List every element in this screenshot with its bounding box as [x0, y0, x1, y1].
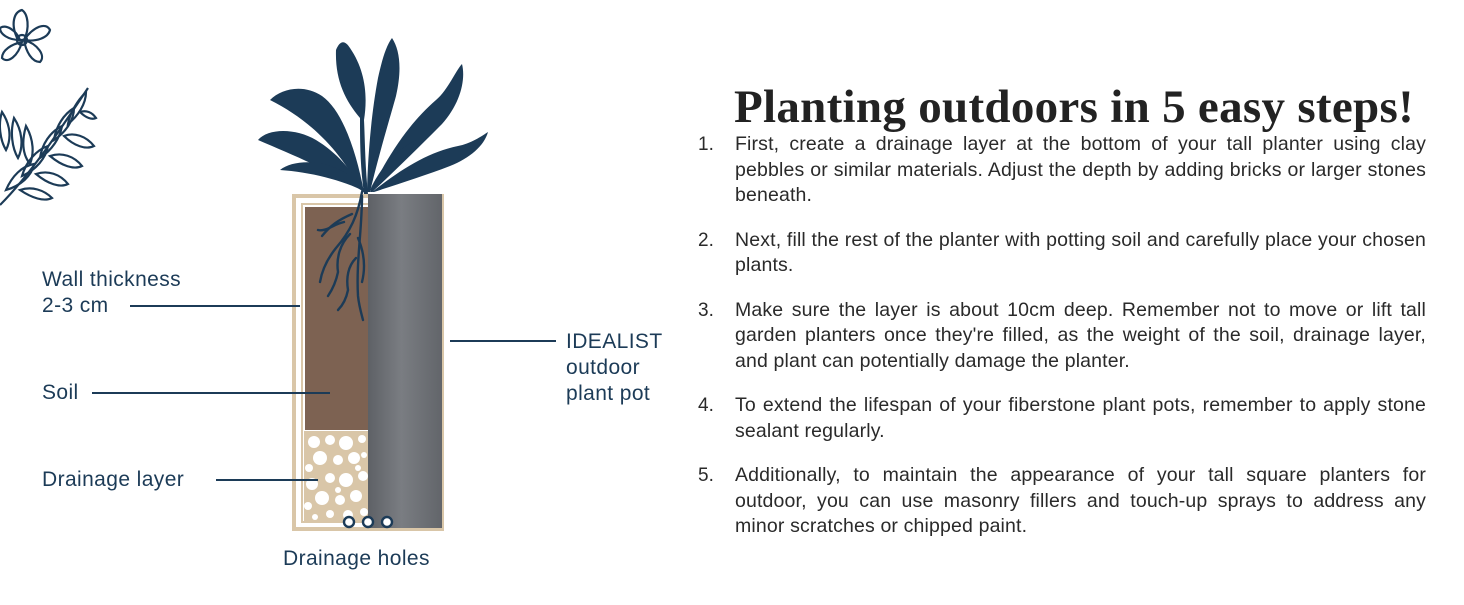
step-number: 5. [698, 465, 714, 486]
step-text: Make sure the layer is about 10cm deep. Remember not to move or lift tall garden planters once they're filled, as the weight of the soil, drainage layer, and plant can potentially damage the planter. [735, 298, 1426, 372]
pot-label-line3: plant pot [566, 382, 651, 405]
step-item-4 [698, 393, 1426, 444]
pot-label-line2: outdoor [566, 356, 641, 379]
wall-thickness-label-line1: Wall thickness [42, 268, 182, 291]
drainage-holes-icon [344, 517, 392, 527]
step-item-5 [698, 463, 1426, 540]
step-item-2 [698, 228, 1426, 279]
flower-icon [0, 10, 50, 62]
step-text: To extend the lifespan of your fiberstone plant pots, remember to apply stone sealant regularly. [735, 394, 1426, 442]
step-text: Next, fill the rest of the planter with potting soil and carefully place your chosen plants. [735, 228, 1426, 276]
step-number: 1. [698, 134, 714, 155]
wall-thickness-label-line2: 2-3 cm [42, 294, 109, 317]
step-number: 3. [698, 299, 714, 321]
step-number: 4. [698, 395, 714, 416]
step-number: 2. [698, 229, 714, 251]
step-text: Additionally, to maintain the appearance of your tall square planters for outdoor, you can use masonry fillers and touch-up sprays to address any minor scratches or chipped paint. [735, 464, 1426, 537]
plant-pot [368, 194, 442, 528]
wall-thickness-label [42, 267, 181, 319]
leaf-branch-icon [0, 88, 96, 205]
step-item-3 [698, 298, 1426, 375]
drainage-holes-label: Drainage holes [283, 547, 430, 570]
plant-leaves-icon [258, 38, 488, 194]
step-item-1 [698, 132, 1426, 209]
page-title: Planting outdoors in 5 easy steps! [734, 81, 1415, 134]
pot-label [566, 329, 663, 407]
soil-label: Soil [42, 381, 79, 404]
steps-list [698, 132, 1426, 559]
pot-label-line1: IDEALIST [566, 330, 663, 353]
planter-diagram [0, 0, 700, 600]
drainage-layer-label: Drainage layer [42, 468, 185, 491]
step-text: First, create a drainage layer at the bottom of your tall planter using clay pebbles or similar materials. Adjust the depth by adding bricks or larger stones beneath. [735, 133, 1426, 206]
